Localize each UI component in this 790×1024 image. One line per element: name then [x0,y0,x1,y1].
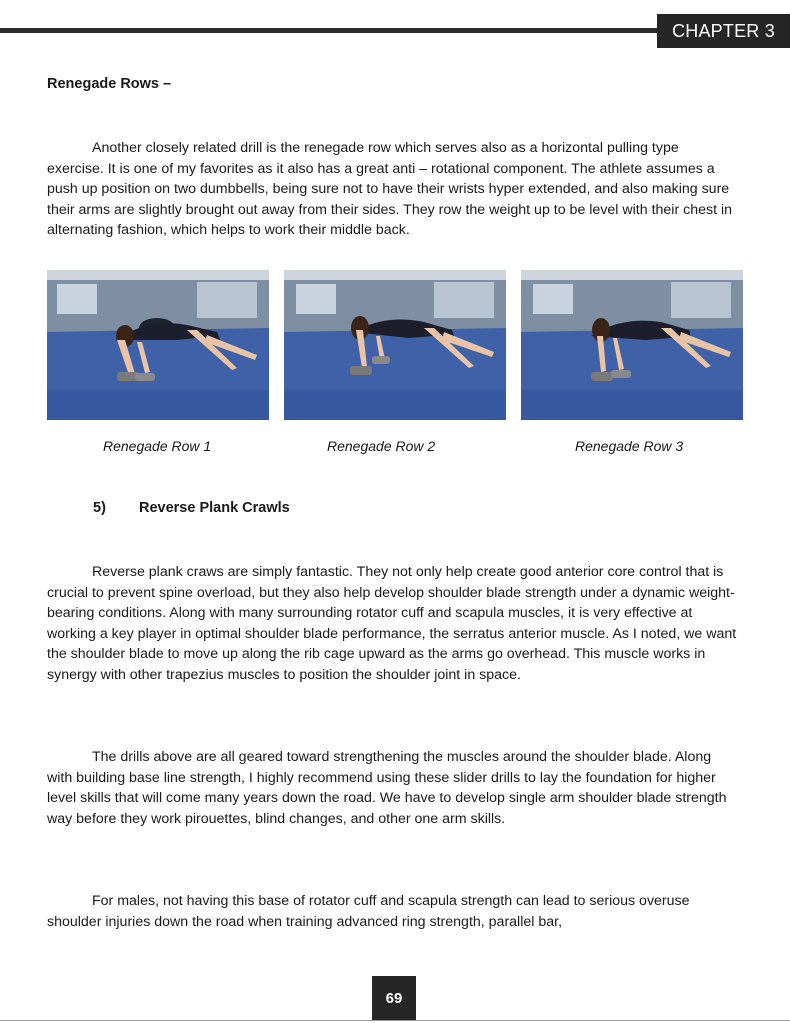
header-rule [0,28,660,33]
body-paragraph: For males, not having this base of rotator cuff and scapula strength can lead to serious overuse shoulder injuries down the road when training advanced ring strength, parallel bar, [47,893,690,930]
photo-caption-2: Renegade Row 2 [327,438,436,454]
section-paragraph: Another closely related drill is the renegade row which serves also as a horizontal pulling type exercise. It is one of my favorites as it also has a great anti – rotational component. The athlete assumes a push up position on two dumbbells, being sure not to have their wrists hyper extended, and also making sure their arms are slightly brought out away from their sides. They row the weight up to be level with their chest in alternating fashion, which helps to work their middle back. [47,140,733,238]
body-paragraph: The drills above are all geared toward strengthening the muscles around the shoulder blade. Along with building base line strength, I highly recommend using these slider drills to lay the foundation for higher level skills that will come many years down the road. We have to develop single arm shoulder blade strength way before they work pirouettes, blind changes, and other one arm skills. [47,749,727,827]
exercise-photo-3 [521,270,743,420]
footer-rule [0,1020,790,1021]
body-paragraph: Reverse plank craws are simply fantastic. They not only help create good anterior core control that is crucial to prevent spine overload, but they also help develop shoulder blade strength under a dynamic weight-bearing conditions. Along with many surrounding rotator cuff and scapula muscles, it is very effective at working a key player in optimal shoulder blade performance, the serratus anterior muscle. As I noted, we want the shoulder blade to move up along the rib cage upward as the arms go overhead. This muscle works in synergy with other trapezius muscles to position the shoulder joint in space. [47,564,737,683]
photo-caption-3: Renegade Row 3 [575,438,684,454]
section-number: 5) [93,500,106,516]
photo-caption-1: Renegade Row 1 [103,438,212,454]
page-number: 69 [372,976,416,1021]
exercise-photo-1 [47,270,269,420]
chapter-label: CHAPTER 3 [657,14,790,48]
section-heading: Renegade Rows – [47,76,172,92]
section-title: Reverse Plank Crawls [139,500,290,516]
exercise-photo-2 [284,270,506,420]
